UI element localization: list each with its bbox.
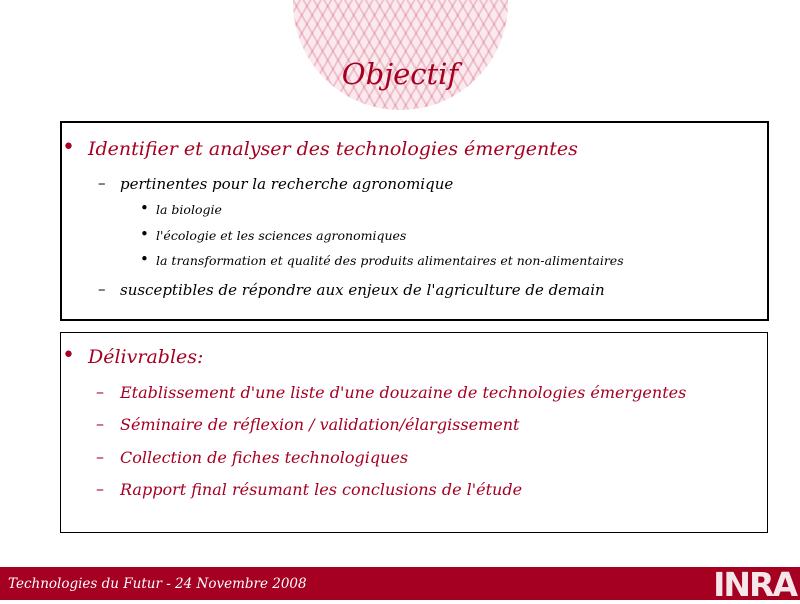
deliverable-item-text: Collection de fiches technologiques: [120, 448, 409, 467]
dash-icon: –: [96, 479, 104, 498]
objective-subitem: [140, 199, 222, 217]
objective-subitem: [140, 250, 624, 268]
bullet-dot-icon: •: [140, 199, 149, 217]
bullet-dot-icon: •: [140, 250, 149, 268]
dash-icon: –: [96, 382, 104, 401]
deliverable-item-text: Etablissement d'une liste d'une douzaine de technologies émergentes: [120, 383, 687, 402]
footer-text: Technologies du Futur - 24 Novembre 2008: [8, 576, 307, 592]
dash-icon: –: [98, 174, 106, 192]
decorative-pattern-header: [293, 0, 508, 110]
objective-subitem-text: l'écologie et les sciences agronomiques: [156, 228, 407, 243]
objective-item: [98, 174, 454, 193]
deliverable-item-text: Rapport final résumant les conclusions de l'étude: [120, 480, 523, 499]
deliverable-item: [96, 414, 520, 434]
deliverable-item: [96, 447, 409, 467]
deliverable-item-text: Séminaire de réflexion / validation/élargissement: [120, 415, 520, 434]
slide-title: Objectif: [341, 57, 459, 91]
deliverable-item: [96, 479, 523, 499]
objective-subitem-text: la biologie: [156, 202, 222, 217]
deliverable-item: [96, 382, 687, 402]
deliverables-heading-text: Délivrables:: [88, 346, 204, 368]
bullet-dot-icon: •: [140, 225, 149, 243]
objective-item-text: pertinentes pour la recherche agronomique: [120, 175, 454, 193]
objective-subitem: [140, 225, 407, 243]
dash-icon: –: [96, 447, 104, 466]
objectives-heading: [62, 135, 578, 160]
objective-item-text: susceptibles de répondre aux enjeux de l'agriculture de demain: [120, 281, 605, 299]
objective-item: [98, 280, 605, 299]
objectives-heading-text: Identifier et analyser des technologies émergentes: [88, 138, 578, 160]
dash-icon: –: [96, 414, 104, 433]
footer-bar: [0, 565, 800, 604]
bullet-dot-icon: •: [62, 343, 75, 368]
dash-icon: –: [98, 280, 106, 298]
inra-logo: INRA: [713, 565, 796, 604]
objective-subitem-text: la transformation et qualité des produits alimentaires et non-alimentaires: [156, 253, 624, 268]
deliverables-heading: [62, 343, 204, 368]
bullet-dot-icon: •: [62, 135, 75, 160]
